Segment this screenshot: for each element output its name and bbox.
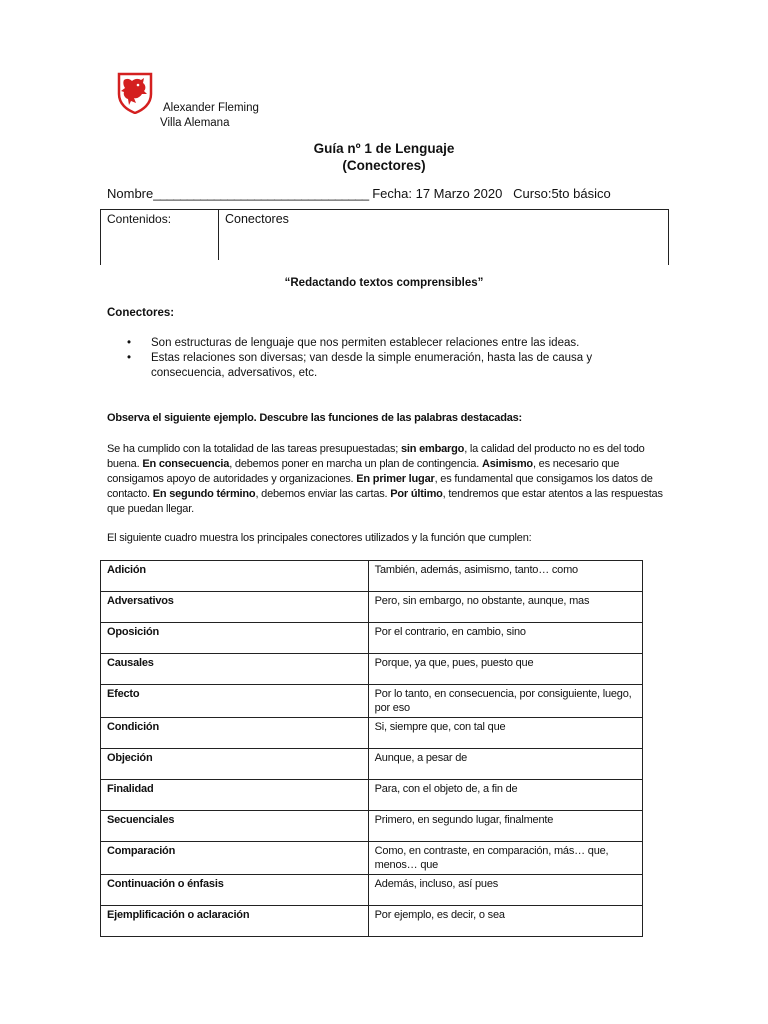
- table-row: [101, 906, 643, 937]
- connector-examples: Por ejemplo, es decir, o sea: [368, 906, 642, 937]
- connector-type: Finalidad: [101, 780, 369, 811]
- highlight-connector: Por último: [390, 488, 443, 500]
- highlight-connector: sin embargo: [400, 443, 465, 455]
- connector-examples: Por lo tanto, en consecuencia, por consiguiente, luego, por eso: [368, 685, 642, 718]
- connector-examples: Además, incluso, así pues: [368, 875, 642, 906]
- connector-type: Adición: [101, 561, 369, 592]
- school-city: Villa Alemana: [160, 117, 230, 129]
- table-row: [101, 654, 643, 685]
- list-item: • Estas relaciones son diversas; van desde la simple enumeración, hasta las de causa y consecuencia, adversativos, etc.: [127, 352, 593, 379]
- connector-examples: Primero, en segundo lugar, finalmente: [368, 811, 642, 842]
- connector-type: Efecto: [101, 685, 369, 718]
- connector-examples: También, además, asimismo, tanto… como: [368, 561, 642, 592]
- date-label: Fecha: 17 Marzo 2020: [372, 186, 503, 201]
- contents-value: Conectores: [225, 212, 289, 226]
- instruction-text: Observa el siguiente ejemplo. Descubre las funciones de las palabras destacadas:: [107, 412, 523, 424]
- table-row: [101, 561, 643, 592]
- bullet-icon: •: [127, 352, 132, 364]
- table-row: [101, 780, 643, 811]
- connector-type: Comparación: [101, 842, 369, 875]
- connector-type: Condición: [101, 718, 369, 749]
- crest-lion-icon: [117, 72, 153, 114]
- table-row: [101, 875, 643, 906]
- table-row: [101, 592, 643, 623]
- student-info-line: [107, 186, 611, 201]
- connector-type: Causales: [101, 654, 369, 685]
- course-label: Curso:5to básico: [513, 186, 611, 201]
- list-item: • Son estructuras de lenguaje que nos permiten establecer relaciones entre las ideas.: [127, 337, 580, 349]
- connector-type: Oposición: [101, 623, 369, 654]
- connector-examples: Si, siempre que, con tal que: [368, 718, 642, 749]
- bullet-icon: •: [127, 337, 132, 349]
- connector-examples: Para, con el objeto de, a fin de: [368, 780, 642, 811]
- connector-examples: Por el contrario, en cambio, sino: [368, 623, 642, 654]
- table-row: [101, 685, 643, 718]
- connector-examples: Pero, sin embargo, no obstante, aunque, mas: [368, 592, 642, 623]
- table-row: [101, 623, 643, 654]
- contents-box: [100, 209, 669, 260]
- contents-divider: [218, 210, 219, 260]
- highlight-connector: Asimismo: [481, 458, 533, 470]
- school-name: Alexander Fleming: [163, 102, 259, 114]
- contents-label: Contenidos:: [107, 212, 172, 226]
- connector-type: Continuación o énfasis: [101, 875, 369, 906]
- connector-examples: Aunque, a pesar de: [368, 749, 642, 780]
- connector-examples: Porque, ya que, pues, puesto que: [368, 654, 642, 685]
- connector-type: Adversativos: [101, 592, 369, 623]
- section-title: Conectores:: [107, 307, 175, 319]
- connectors-table: [100, 560, 643, 937]
- highlight-connector: En consecuencia: [142, 458, 230, 470]
- page-title: Guía nº 1 de Lenguaje: [313, 141, 455, 156]
- table-row: [101, 842, 643, 875]
- quote-heading: “Redactando textos comprensibles”: [284, 277, 484, 289]
- table-row: [101, 718, 643, 749]
- highlight-connector: En primer lugar: [356, 473, 435, 485]
- name-blank: ________________________________: [153, 186, 369, 201]
- connector-type: Ejemplificación o aclaración: [101, 906, 369, 937]
- bullet-list: [107, 336, 667, 381]
- table-intro: El siguiente cuadro muestra los principales conectores utilizados y la función que cumplen:: [107, 532, 532, 544]
- name-label: Nombre: [107, 186, 154, 201]
- connector-examples: Como, en contraste, en comparación, más… que, menos… que: [368, 842, 642, 875]
- table-row: [101, 811, 643, 842]
- page-subtitle: (Conectores): [342, 158, 426, 173]
- highlight-connector: En segundo término: [152, 488, 256, 500]
- example-paragraph: Se ha cumplido con la totalidad de las tareas presupuestadas; sin embargo, la calidad del producto no es del todo buena. En consecuencia, debemos poner en marcha un plan de contingencia. Asimismo, es necesario que consigamos apoyo de autoridades y organizaciones. En primer lugar, es fundamental que consigamos los datos de contacto. En segundo término, debemos enviar las cartas. Por último, tendremos que estar atentos a las respuestas que puedan llegar.: [107, 443, 663, 515]
- connector-type: Secuenciales: [101, 811, 369, 842]
- connector-type: Objeción: [101, 749, 369, 780]
- table-row: [101, 749, 643, 780]
